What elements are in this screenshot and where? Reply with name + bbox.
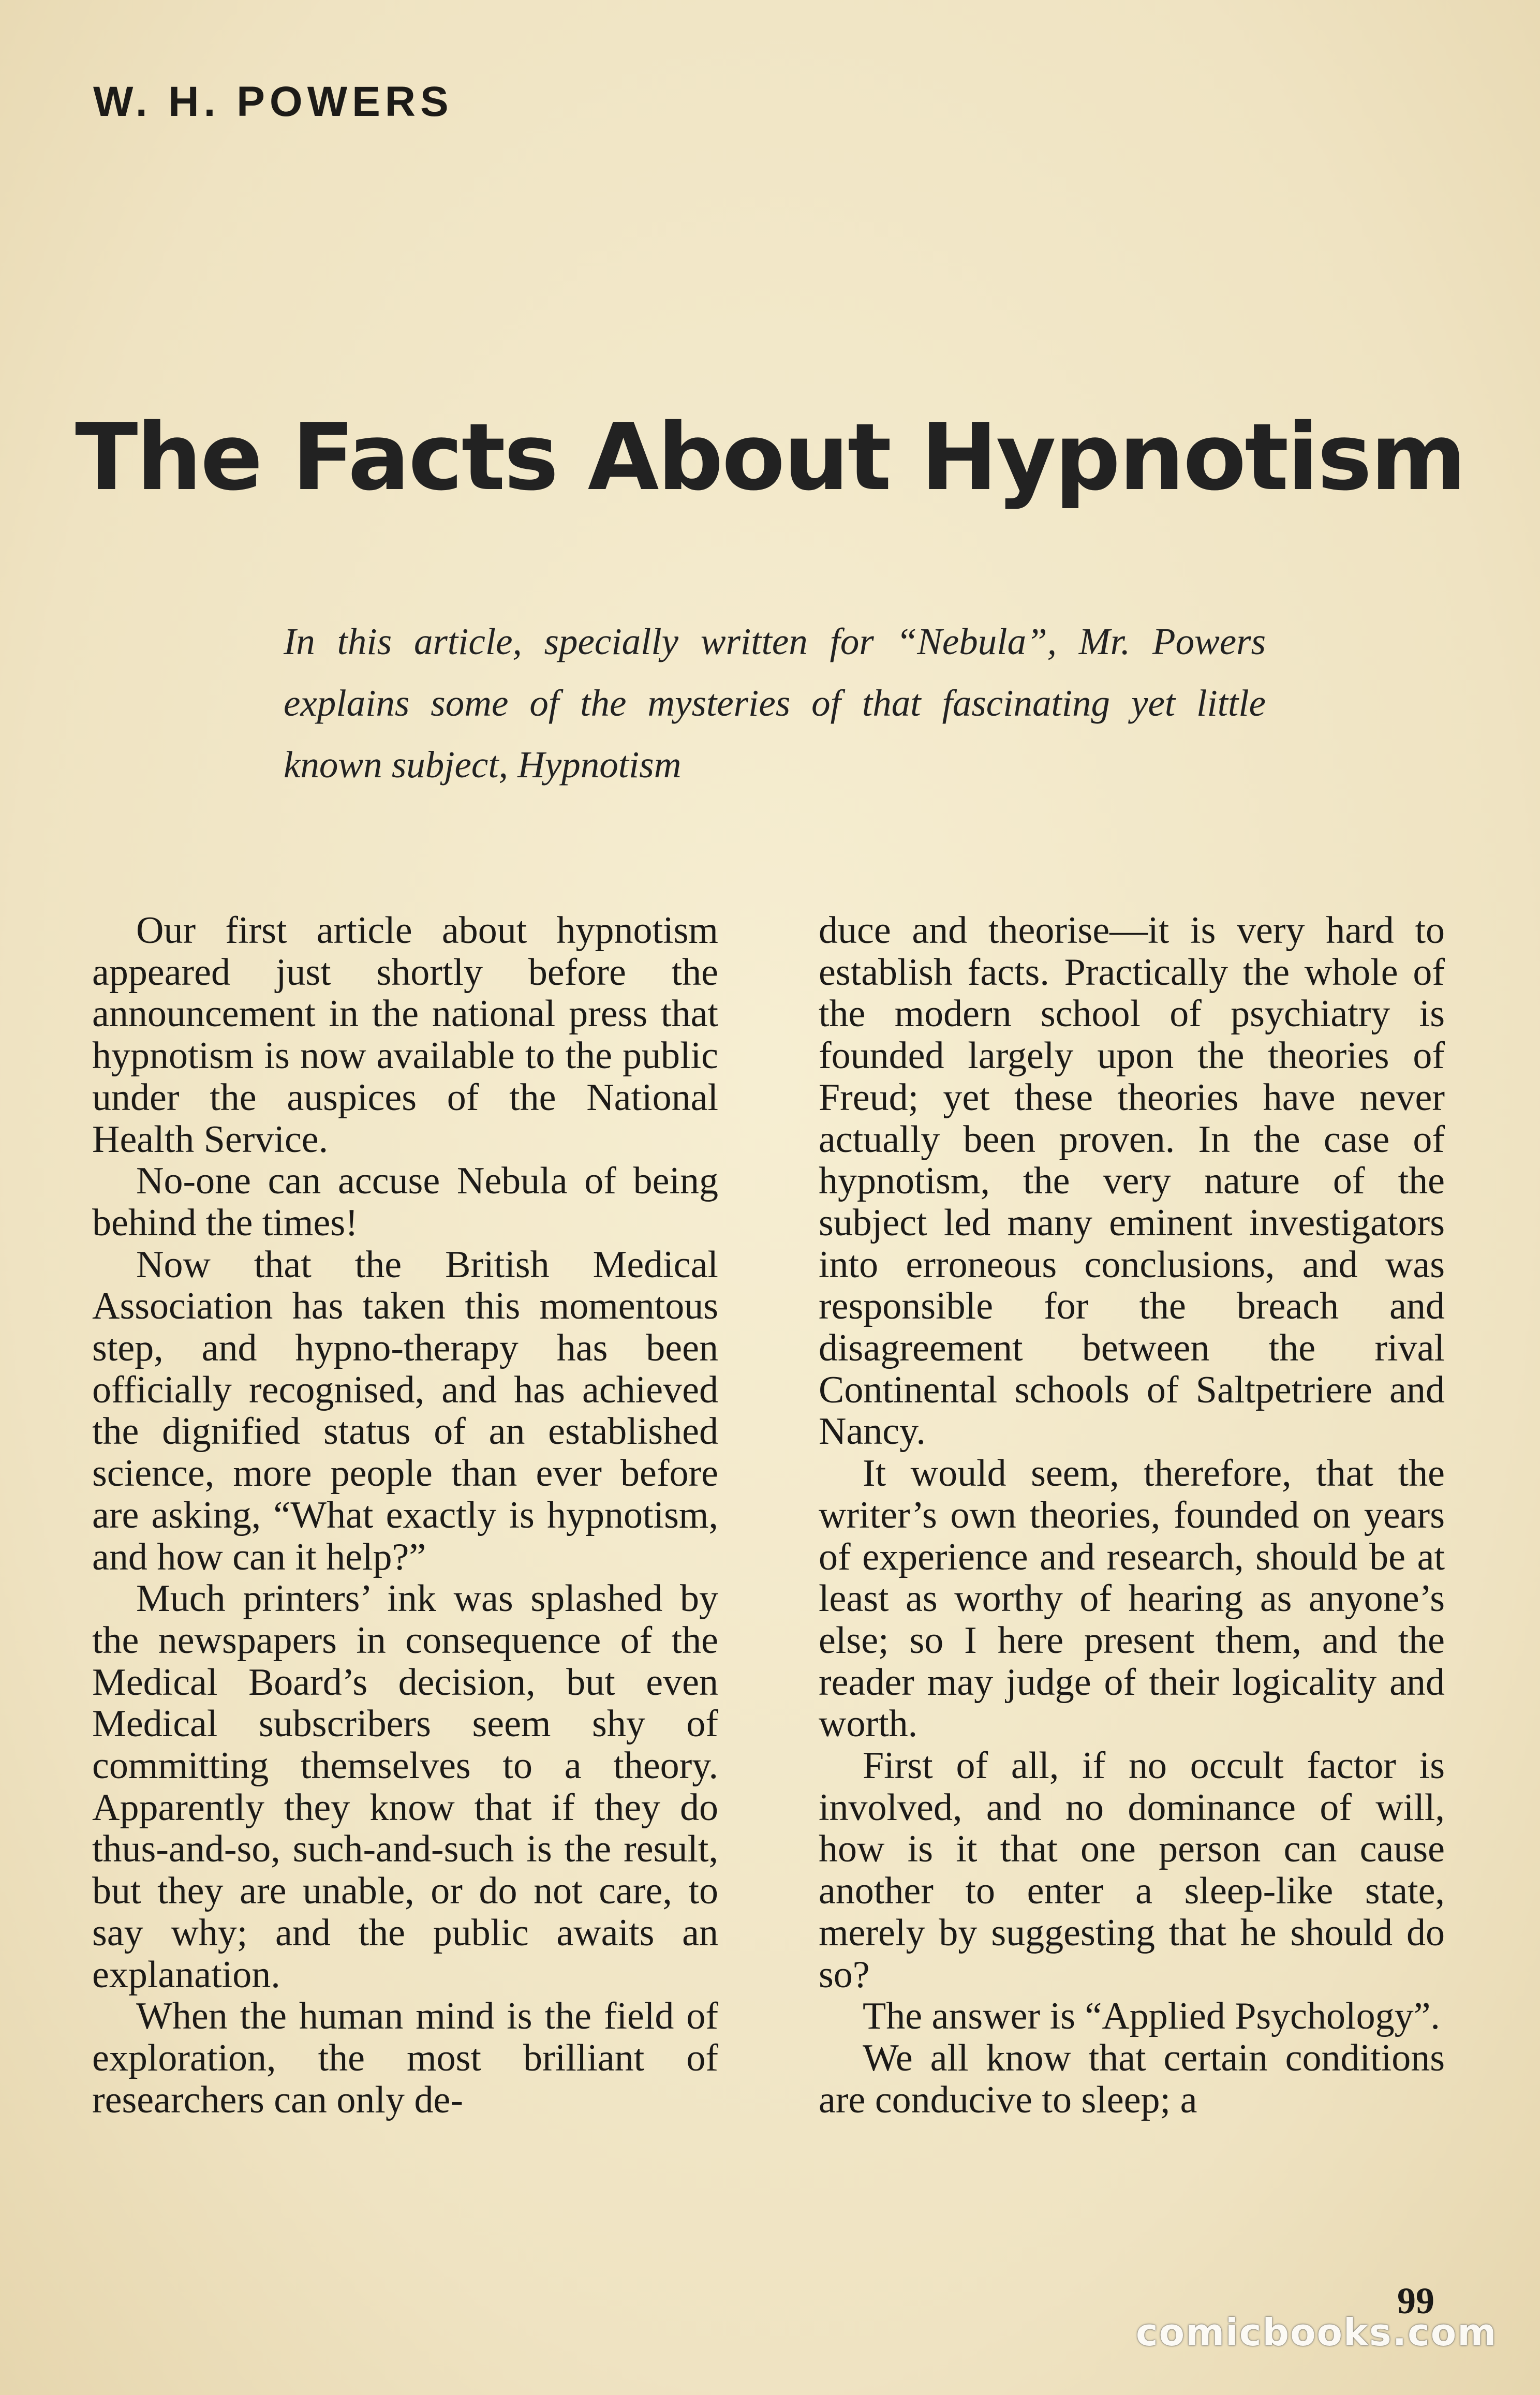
page-number: 99 <box>1397 2280 1434 2322</box>
paragraph: Much printers’ ink was splashed by the newspapers in consequence of the Medical Board’s decision, but even Medical subscribers seem shy of committing themselves to a theory. Apparently they know that if they do thus-and-so, such-and-such is the result, but they are unable, or do not care, to say why; and the public awaits an explanation. <box>92 1577 718 1996</box>
paragraph: Our first article about hypnotism appeared just shortly before the announcement in the national press that hypnotism is now available to the public under the auspices of the National Health Service. <box>92 909 718 1161</box>
left-column <box>92 910 718 2121</box>
paragraph: duce and theorise—it is very hard to establish facts. Practically the whole of the modern school of psychiatry is founded largely upon the theories of Freud; yet these theories have never actually been proven. In the case of hypnotism, the very nature of the subject led many eminent investigators into erroneous conclusions, and was responsible for the breach and disagreement between the rival Continental schools of Saltpetriere and Nancy. <box>819 909 1445 1453</box>
paragraph: The answer is “Applied Psychology”. <box>863 1995 1440 2038</box>
paragraph: When the human mind is the field of exploration, the most brilliant of researchers can only de- <box>92 1995 718 2121</box>
paragraph: First of all, if no occult factor is involved, and no dominance of will, how is it that one person can cause another to enter a sleep-like state, merely by suggesting that he should do so? <box>819 1744 1445 1996</box>
paragraph: No-one can accuse Nebula of being behind the times! <box>92 1160 718 1244</box>
watermark-logo: comicbooks.com <box>1136 2311 1498 2354</box>
right-column <box>819 910 1445 2121</box>
paragraph: Now that the British Medical Association has taken this momentous step, and hypno-therapy has been officially recognised, and has achieved the dignified status of an established science, more people than ever before are asking, “What exactly is hypnotism, and how can it help?” <box>92 1243 718 1578</box>
paragraph: It would seem, therefore, that the writer’s own theories, founded on years of experience and research, should be at least as worthy of hearing as anyone’s else; so I here present them, and the reader may judge of their logicality and worth. <box>819 1452 1445 1746</box>
article-title: The Facts About Hypnotism <box>75 404 1465 511</box>
paragraph: We all know that certain conditions are conducive to sleep; a <box>819 2036 1445 2121</box>
article-intro: In this article, specially written for “Nebula”, Mr. Powers explains some of the mysteries of that fascinating yet little known subject, Hypnotism <box>284 620 1266 786</box>
author-byline: W. H. POWERS <box>93 78 453 125</box>
